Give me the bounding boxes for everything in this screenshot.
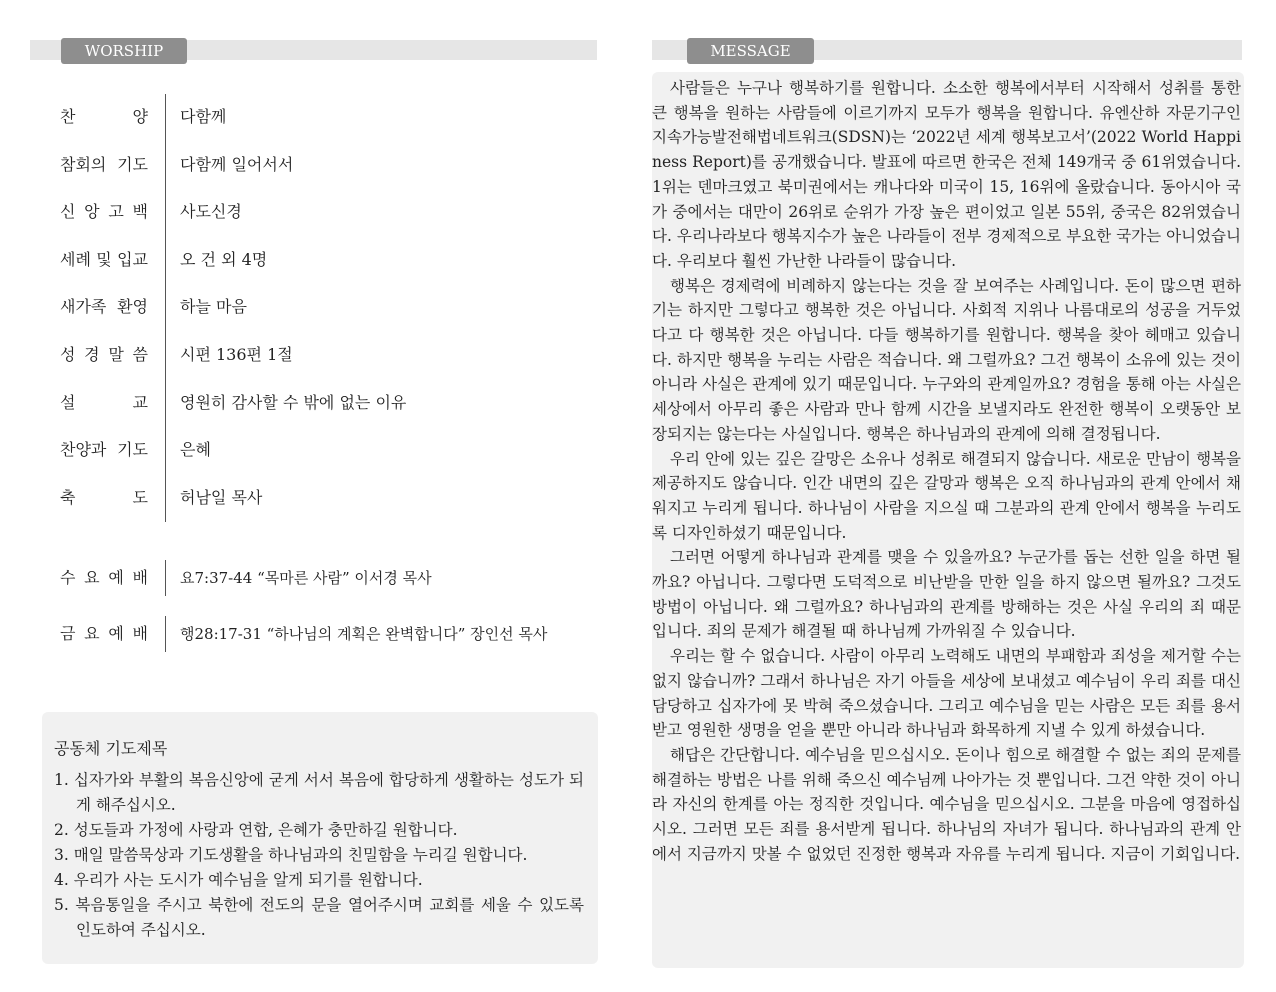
order-value: 은혜 xyxy=(180,440,211,460)
order-label: 찬양과 기도 xyxy=(60,440,148,460)
order-label: 축 도 xyxy=(60,487,148,507)
order-label: 성 경 말 씀 xyxy=(60,345,148,364)
order-row xyxy=(48,93,608,141)
order-divider xyxy=(165,94,166,522)
order-label: 참회의 기도 xyxy=(60,154,148,174)
service-value: 행28:17-31 “하나님의 계획은 완벽합니다” 장인선 목사 xyxy=(180,625,548,643)
order-row xyxy=(48,283,608,331)
order-row xyxy=(48,141,608,189)
order-row xyxy=(48,474,608,522)
order-row xyxy=(48,379,608,427)
service-label: 수 요 예 배 xyxy=(60,568,148,587)
order-label: 새가족 환영 xyxy=(60,297,148,317)
prayer-box xyxy=(42,712,598,964)
message-paragraph: 우리는 할 수 없습니다. 사람이 아무리 노력해도 내면의 부패함과 죄성을 제거할 수는 없지 않습니까? 그래서 하나님은 자기 아들을 세상에 보내셨고 예수님이 우리 죄를 대신 담당하고 십자가에 못 박혀 죽으셨습니다. 그리고 예수님을 믿는 사람은 모든 죄를 용서받고 영원한 생명을 얻을 뿐만 아니라 하나님과 화목하게 지낼 수 있게 하셨습니다. xyxy=(652,647,1241,740)
order-row xyxy=(48,188,608,236)
order-value: 오 건 외 4명 xyxy=(180,249,268,269)
message-paragraph: 그러면 어떻게 하나님과 관계를 맺을 수 있을까요? 누군가를 돕는 선한 일을 하면 될까요? 아닙니다. 그렇다면 도덕적으로 비난받을 만한 일을 하지 않으면 될까요? 그것도 방법이 아닙니다. 왜 그럴까요? 하나님과의 관계를 방해하는 것은 사실 우리의 죄 때문입니다. 죄의 문제가 해결될 때 하나님께 가까워질 수 있습니다. xyxy=(652,548,1241,641)
message-paragraph: 우리 안에 있는 깊은 갈망은 소유나 성취로 해결되지 않습니다. 새로운 만남이 행복을 제공하지도 않습니다. 인간 내면의 깊은 갈망과 행복은 오직 하나님과의 관계 안에서 채워지고 누리게 됩니다. 하나님이 사람을 지으실 때 그분과의 관계 안에서 행복을 누리도록 디자인하셨기 때문입니다. xyxy=(652,449,1241,542)
message-paragraph: 사람들은 누구나 행복하기를 원합니다. 소소한 행복에서부터 시작해서 성취를 통한 큰 행복을 원하는 사람들에 이르기까지 모두가 행복을 원합니다. 유엔산하 자문기구인 지속가능발전해법네트워크(SDSN)는 ‘2022년 세계 행복보고서’(2022 World Happiness Report)를 공개했습니다. 발표에 따르면 한국은 전체 149개국 중 61위였습니다. 1위는 덴마크였고 북미권에서는 캐나다와 미국이 15, 16위에 올랐습니다. 동아시아 국가 중에서는 대만이 26위로 순위가 가장 높은 편이었고 일본 55위, 중국은 82위였습니다. 우리나라보다 행복지수가 높은 나라들이 전부 경제적으로 부요한 국가는 아니었습니다. 우리보다 훨씬 가난한 나라들이 많습니다. xyxy=(652,79,1241,270)
order-value: 하늘 마음 xyxy=(180,297,247,317)
service-label: 금 요 예 배 xyxy=(60,624,148,643)
order-value: 허남일 목사 xyxy=(180,487,263,507)
prayer-title: 공동체 기도제목 xyxy=(54,739,168,758)
prayer-list xyxy=(54,768,584,943)
order-label: 신 앙 고 백 xyxy=(60,202,148,222)
order-row xyxy=(48,426,608,474)
service-divider xyxy=(165,560,166,596)
order-row xyxy=(48,236,608,284)
message-paragraph: 행복은 경제력에 비례하지 않는다는 것을 잘 보여주는 사례입니다. 돈이 많으면 편하기는 하지만 그렇다고 행복한 것은 아닙니다. 사회적 지위나 나름대로의 성공을 거두었다고 다 행복한 것은 아닙니다. 다들 행복하기를 원합니다. 행복을 찾아 헤매고 있습니다. 하지만 행복을 누리는 사람은 적습니다. 왜 그럴까요? 그건 행복이 소유에 있는 것이 아니라 사실은 관계에 있기 때문입니다. 누구와의 관계일까요? 경험을 통해 아는 사실은 세상에서 아무리 좋은 사람과 만나 함께 시간을 보낼지라도 완전한 행복이 오랫동안 보장되지는 않는다는 사실입니다. 행복은 하나님과의 관계에 의해 결정됩니다. xyxy=(652,276,1241,443)
message-box xyxy=(652,72,1244,968)
order-value: 시편 136편 1절 xyxy=(180,345,293,364)
order-label: 설 교 xyxy=(60,392,148,412)
order-label: 세례 및 입교 xyxy=(60,249,148,269)
message-header-tab: MESSAGE xyxy=(687,38,814,64)
service-row-friday xyxy=(48,616,608,652)
prayer-item: 2. 성도들과 가정에 사랑과 연합, 은혜가 충만하길 원합니다. xyxy=(54,821,458,839)
prayer-item: 3. 매일 말씀묵상과 기도생활을 하나님과의 친밀함을 누리길 원합니다. xyxy=(54,846,528,864)
service-value: 요7:37-44 “목마른 사람” 이서경 목사 xyxy=(180,569,432,587)
message-text xyxy=(652,76,1241,867)
order-row xyxy=(48,331,608,379)
order-value: 영원히 감사할 수 밖에 없는 이유 xyxy=(180,392,407,412)
message-paragraph: 해답은 간단합니다. 예수님을 믿으십시오. 돈이나 힘으로 해결할 수 없는 죄의 문제를 해결하는 방법은 나를 위해 죽으신 예수님께 나아가는 것 뿐입니다. 그건 약한 것이 아니라 자신의 한계를 아는 정직한 것입니다. 예수님을 믿으십시오. 그분을 마음에 영접하십시오. 그러면 모든 죄를 용서받게 됩니다. 하나님의 자녀가 됩니다. 하나님과의 관계 안에서 지금까지 맛볼 수 없었던 진정한 행복과 자유를 누리게 됩니다. 지금이 기회입니다. xyxy=(652,745,1241,863)
service-divider xyxy=(165,616,166,652)
prayer-item: 1. 십자가와 부활의 복음신앙에 굳게 서서 복음에 합당하게 생활하는 성도가 되게 해주십시오. xyxy=(54,771,584,814)
prayer-item: 4. 우리가 사는 도시가 예수님을 알게 되기를 원합니다. xyxy=(54,871,423,889)
prayer-item: 5. 복음통일을 주시고 북한에 전도의 문을 열어주시며 교회를 세울 수 있도록 인도하여 주십시오. xyxy=(54,896,584,939)
service-row-wednesday xyxy=(48,560,608,596)
order-label: 찬 양 xyxy=(60,107,148,126)
order-value: 사도신경 xyxy=(180,202,242,222)
order-value: 다함께 일어서서 xyxy=(180,154,294,174)
order-value: 다함께 xyxy=(180,107,227,126)
worship-header-tab: WORSHIP xyxy=(61,38,187,64)
